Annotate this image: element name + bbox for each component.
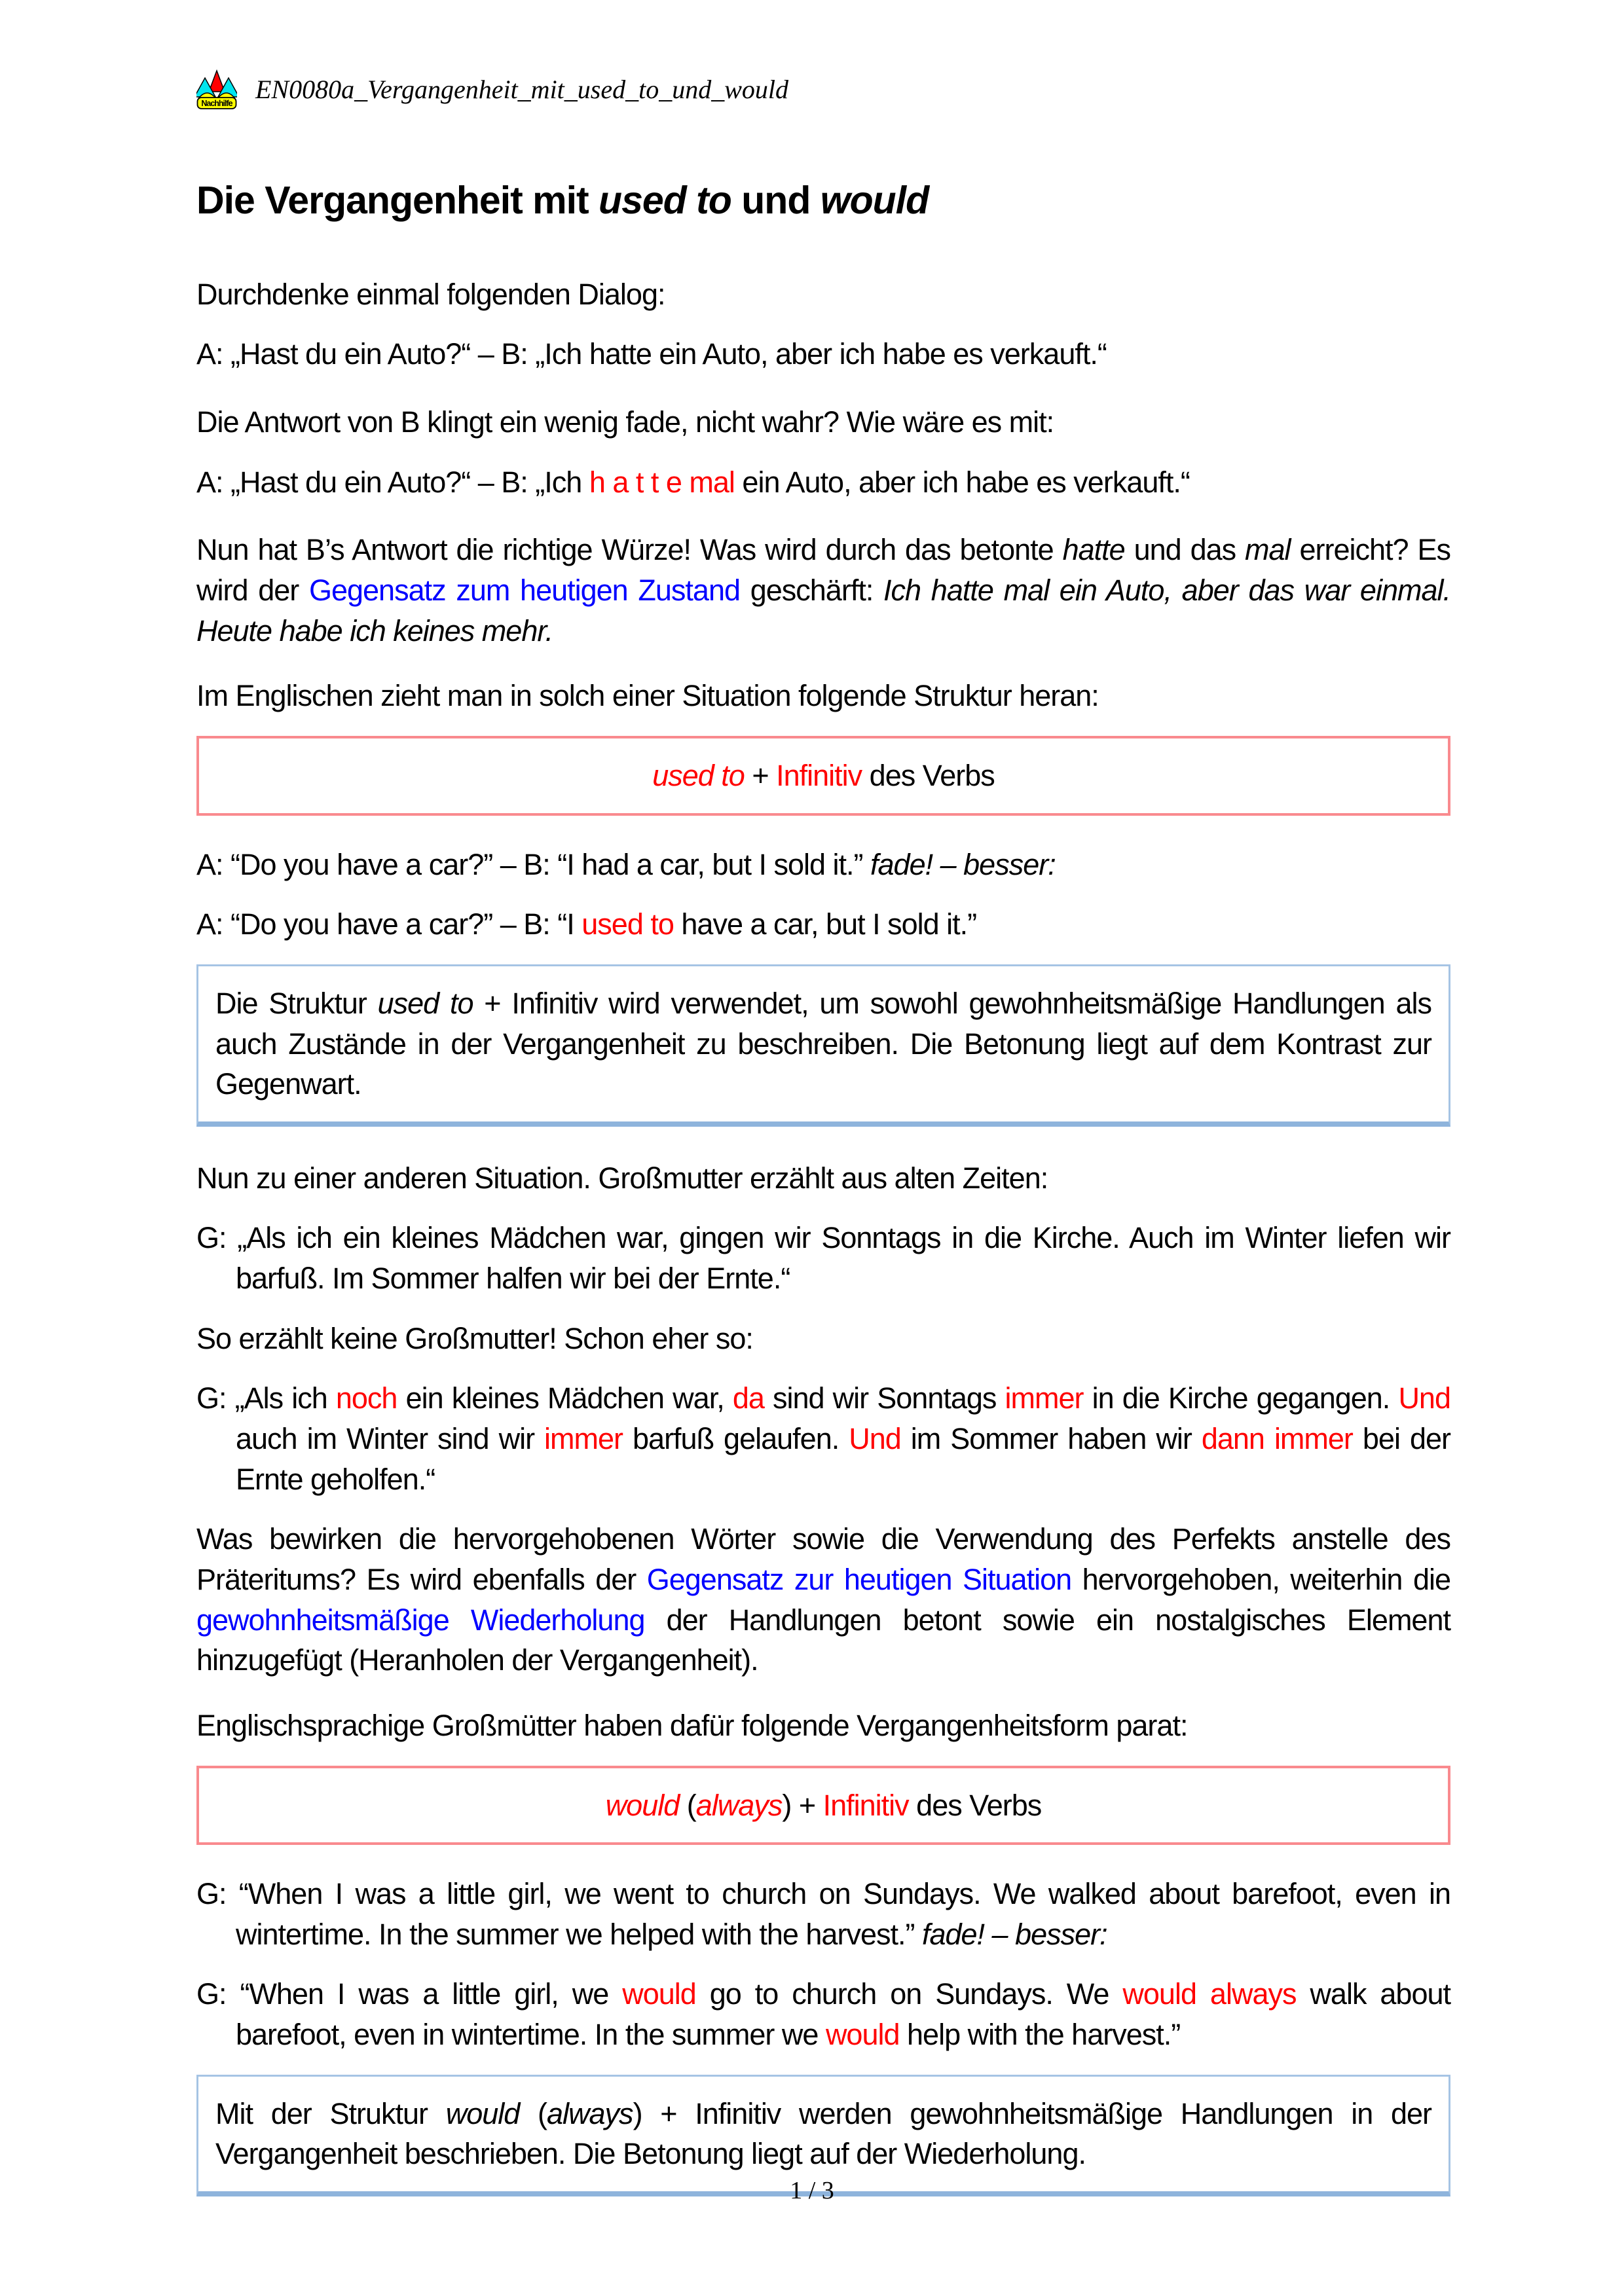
text-segment: A: „Hast du ein Auto?“ – B: „Ich hatte ein Auto, aber ich habe es verkauft.“ — [196, 337, 1107, 371]
paragraph-dialog-en-used-to — [196, 904, 1450, 945]
text-segment: geschärft: — [740, 574, 884, 608]
note-box-used-to — [196, 964, 1450, 1127]
text-segment: Nun zu einer anderen Situation. Großmutter erzählt aus alten Zeiten: — [196, 1161, 1048, 1195]
text-segment: auch im Winter sind wir — [236, 1422, 545, 1456]
text-segment: ( — [679, 1788, 696, 1822]
text-segment: would — [605, 1788, 680, 1822]
text-segment: Gegensatz zur heutigen Situation — [646, 1562, 1072, 1596]
text-segment: Die Antwort von B klingt ein wenig fade, nicht wahr? Wie wäre es mit: — [196, 405, 1054, 439]
text-segment: go to church on Sundays. We — [695, 1977, 1123, 2011]
note-used-to — [215, 983, 1431, 1104]
text-segment: used to — [581, 907, 674, 941]
text-segment: A: “Do you have a car?” – B: “I — [196, 907, 582, 941]
text-segment: des Verbs — [908, 1788, 1042, 1822]
text-segment: G: “When I was a little girl, we — [196, 1977, 623, 2011]
page-number: 1 / 3 — [790, 2176, 834, 2204]
text-segment: G: “When I was a little girl, we went to church on Sundays. We walked about barefoot, even in wintertime. In the summer we helped with the harvest.” — [196, 1877, 1450, 1951]
paragraph-grandma-en-would — [196, 1974, 1450, 2054]
text-segment: immer — [1005, 1381, 1084, 1415]
text-segment: Mit der Struktur — [215, 2096, 446, 2130]
paragraph-wuerze-explanation — [196, 530, 1450, 651]
text-segment: erreicht? Es wird der — [196, 533, 1450, 608]
text-segment: Was bewirken die hervorgehobenen Wörter sowie die Verwendung des Perfekts anstelle des Präteritums? Es wird ebenfalls der — [196, 1522, 1450, 1596]
paragraph-dialog-en-plain — [196, 845, 1450, 885]
text-segment: Ich hatte mal ein Auto, aber das war einmal. Heute habe ich keines mehr. — [196, 574, 1450, 647]
paragraph-grandma-comment — [196, 1319, 1450, 1359]
text-segment: des Verbs — [862, 758, 995, 792]
text-segment: fade! – besser: — [870, 847, 1056, 881]
text-segment: + Infinitiv wird verwendet, um sowohl gewohnheitsmäßige Handlungen als auch Zustände in der Vergangenheit zu beschreiben. Die Betonung liegt auf dem Kontrast zur Gegenwart. — [215, 986, 1431, 1101]
text-segment: Im Englischen zieht man in solch einer Situation folgende Struktur heran: — [196, 679, 1099, 713]
text-segment: gewohnheitsmäßige Wiederholung — [196, 1603, 645, 1637]
note-would — [215, 2094, 1431, 2174]
text-segment: G: „Als ich ein kleines Mädchen war, gingen wir Sonntags in die Kirche. Auch im Winter liefen wir barfuß. Im Sommer halfen wir bei der Ernte.“ — [196, 1221, 1450, 1296]
text-segment: Nun hat B’s Antwort die richtige Würze! Was wird durch das betonte — [196, 533, 1063, 567]
paragraph-dialog-de-plain — [196, 334, 1450, 374]
paragraph-effect-explanation — [196, 1519, 1450, 1681]
text-segment: used to — [652, 758, 745, 792]
text-segment: mal — [1245, 533, 1291, 567]
paragraph-grandma-intro — [196, 1158, 1450, 1199]
formula-would — [212, 1785, 1435, 1826]
text-segment: ) + Infinitiv werden gewohnheitsmäßige Handlungen in der Vergangenheit beschrieben. Die Betonung liegt auf der Wiederholung. — [215, 2096, 1431, 2171]
paragraph-grandma-plain — [196, 1218, 1450, 1298]
text-segment: would — [820, 179, 929, 222]
text-segment: sind wir Sonntags — [764, 1381, 1005, 1415]
svg-text:Nachhilfe: Nachhilfe — [201, 99, 232, 108]
text-segment: would always — [1122, 1977, 1297, 2011]
text-segment: used to — [599, 179, 731, 222]
text-segment: Infinitiv — [776, 758, 862, 792]
text-segment: help with the harvest.” — [899, 2018, 1181, 2052]
text-segment: barfuß gelaufen. — [623, 1422, 849, 1456]
text-segment: immer — [544, 1422, 623, 1456]
text-segment: Englischsprachige Großmütter haben dafür folgende Vergangenheitsform parat: — [196, 1708, 1188, 1742]
paragraph-structure-intro — [196, 676, 1450, 716]
paragraph-intro — [196, 274, 1450, 315]
text-segment: und das — [1124, 533, 1246, 567]
paragraph-fade-comment — [196, 402, 1450, 443]
text-segment: im Sommer haben wir — [900, 1422, 1202, 1456]
text-segment: would — [622, 1977, 696, 2011]
text-segment: Und — [1398, 1381, 1450, 1415]
paragraph-grandma-spiced — [196, 1378, 1450, 1499]
text-segment: noch — [335, 1381, 397, 1415]
text-segment: would — [825, 2018, 900, 2052]
text-segment: have a car, but I sold it.” — [673, 907, 977, 941]
formula-box-used-to — [196, 736, 1450, 816]
text-segment: Durchdenke einmal folgenden Dialog: — [196, 277, 665, 311]
nachhilfe-mountain-logo-icon — [196, 69, 237, 110]
text-segment: ( — [519, 2096, 547, 2130]
text-segment: Und — [849, 1422, 901, 1456]
paragraph-grandma-en-plain — [196, 1874, 1450, 1954]
text-segment: ein Auto, aber ich habe es verkauft.“ — [734, 465, 1190, 499]
text-segment: always — [695, 1788, 783, 1822]
text-segment: always — [547, 2096, 633, 2130]
text-segment: der Handlungen betont sowie ein nostalgisches Element hinzugefügt (Heranholen der Vergangenheit). — [196, 1603, 1450, 1677]
text-segment: Gegensatz zum heutigen Zustand — [308, 574, 741, 608]
paragraph-formula-would-intro — [196, 1705, 1450, 1746]
text-segment: So erzählt keine Großmutter! Schon eher so: — [196, 1321, 753, 1355]
text-segment: G: „Als ich — [196, 1381, 336, 1415]
text-segment: A: “Do you have a car?” – B: “I had a car, but I sold it.” — [196, 847, 871, 881]
text-segment: bei der Ernte geholfen.“ — [236, 1422, 1450, 1496]
text-segment: Infinitiv — [822, 1788, 909, 1822]
text-segment: h a t t e mal — [589, 465, 735, 499]
formula-used-to — [212, 756, 1435, 796]
paragraph-dialog-de-spiced — [196, 462, 1450, 503]
text-segment: ) + — [782, 1788, 823, 1822]
document-filename: EN0080a_Vergangenheit_mit_used_to_und_would — [255, 74, 789, 104]
text-segment: hervorgehoben, weiterhin die — [1071, 1562, 1450, 1596]
text-segment: walk about barefoot, even in wintertime. In the summer we — [236, 1977, 1451, 2052]
text-segment: da — [732, 1381, 764, 1415]
text-segment: A: „Hast du ein Auto?“ – B: „Ich — [196, 465, 589, 499]
text-segment: in die Kirche gegangen. — [1083, 1381, 1399, 1415]
text-segment: hatte — [1062, 533, 1125, 567]
text-segment: Die Vergangenheit mit — [196, 179, 599, 222]
text-segment: + — [744, 758, 777, 792]
text-segment: Die Struktur — [215, 986, 378, 1020]
page-header — [196, 69, 1450, 111]
text-segment: used to — [377, 986, 473, 1020]
text-segment: ein kleines Mädchen war, — [397, 1381, 733, 1415]
page-title — [196, 179, 1450, 223]
text-segment: fade! – besser: — [921, 1917, 1107, 1951]
text-segment: would — [445, 2096, 520, 2130]
text-segment: und — [731, 179, 821, 222]
formula-box-would — [196, 1766, 1450, 1846]
text-segment: dann immer — [1201, 1422, 1353, 1456]
